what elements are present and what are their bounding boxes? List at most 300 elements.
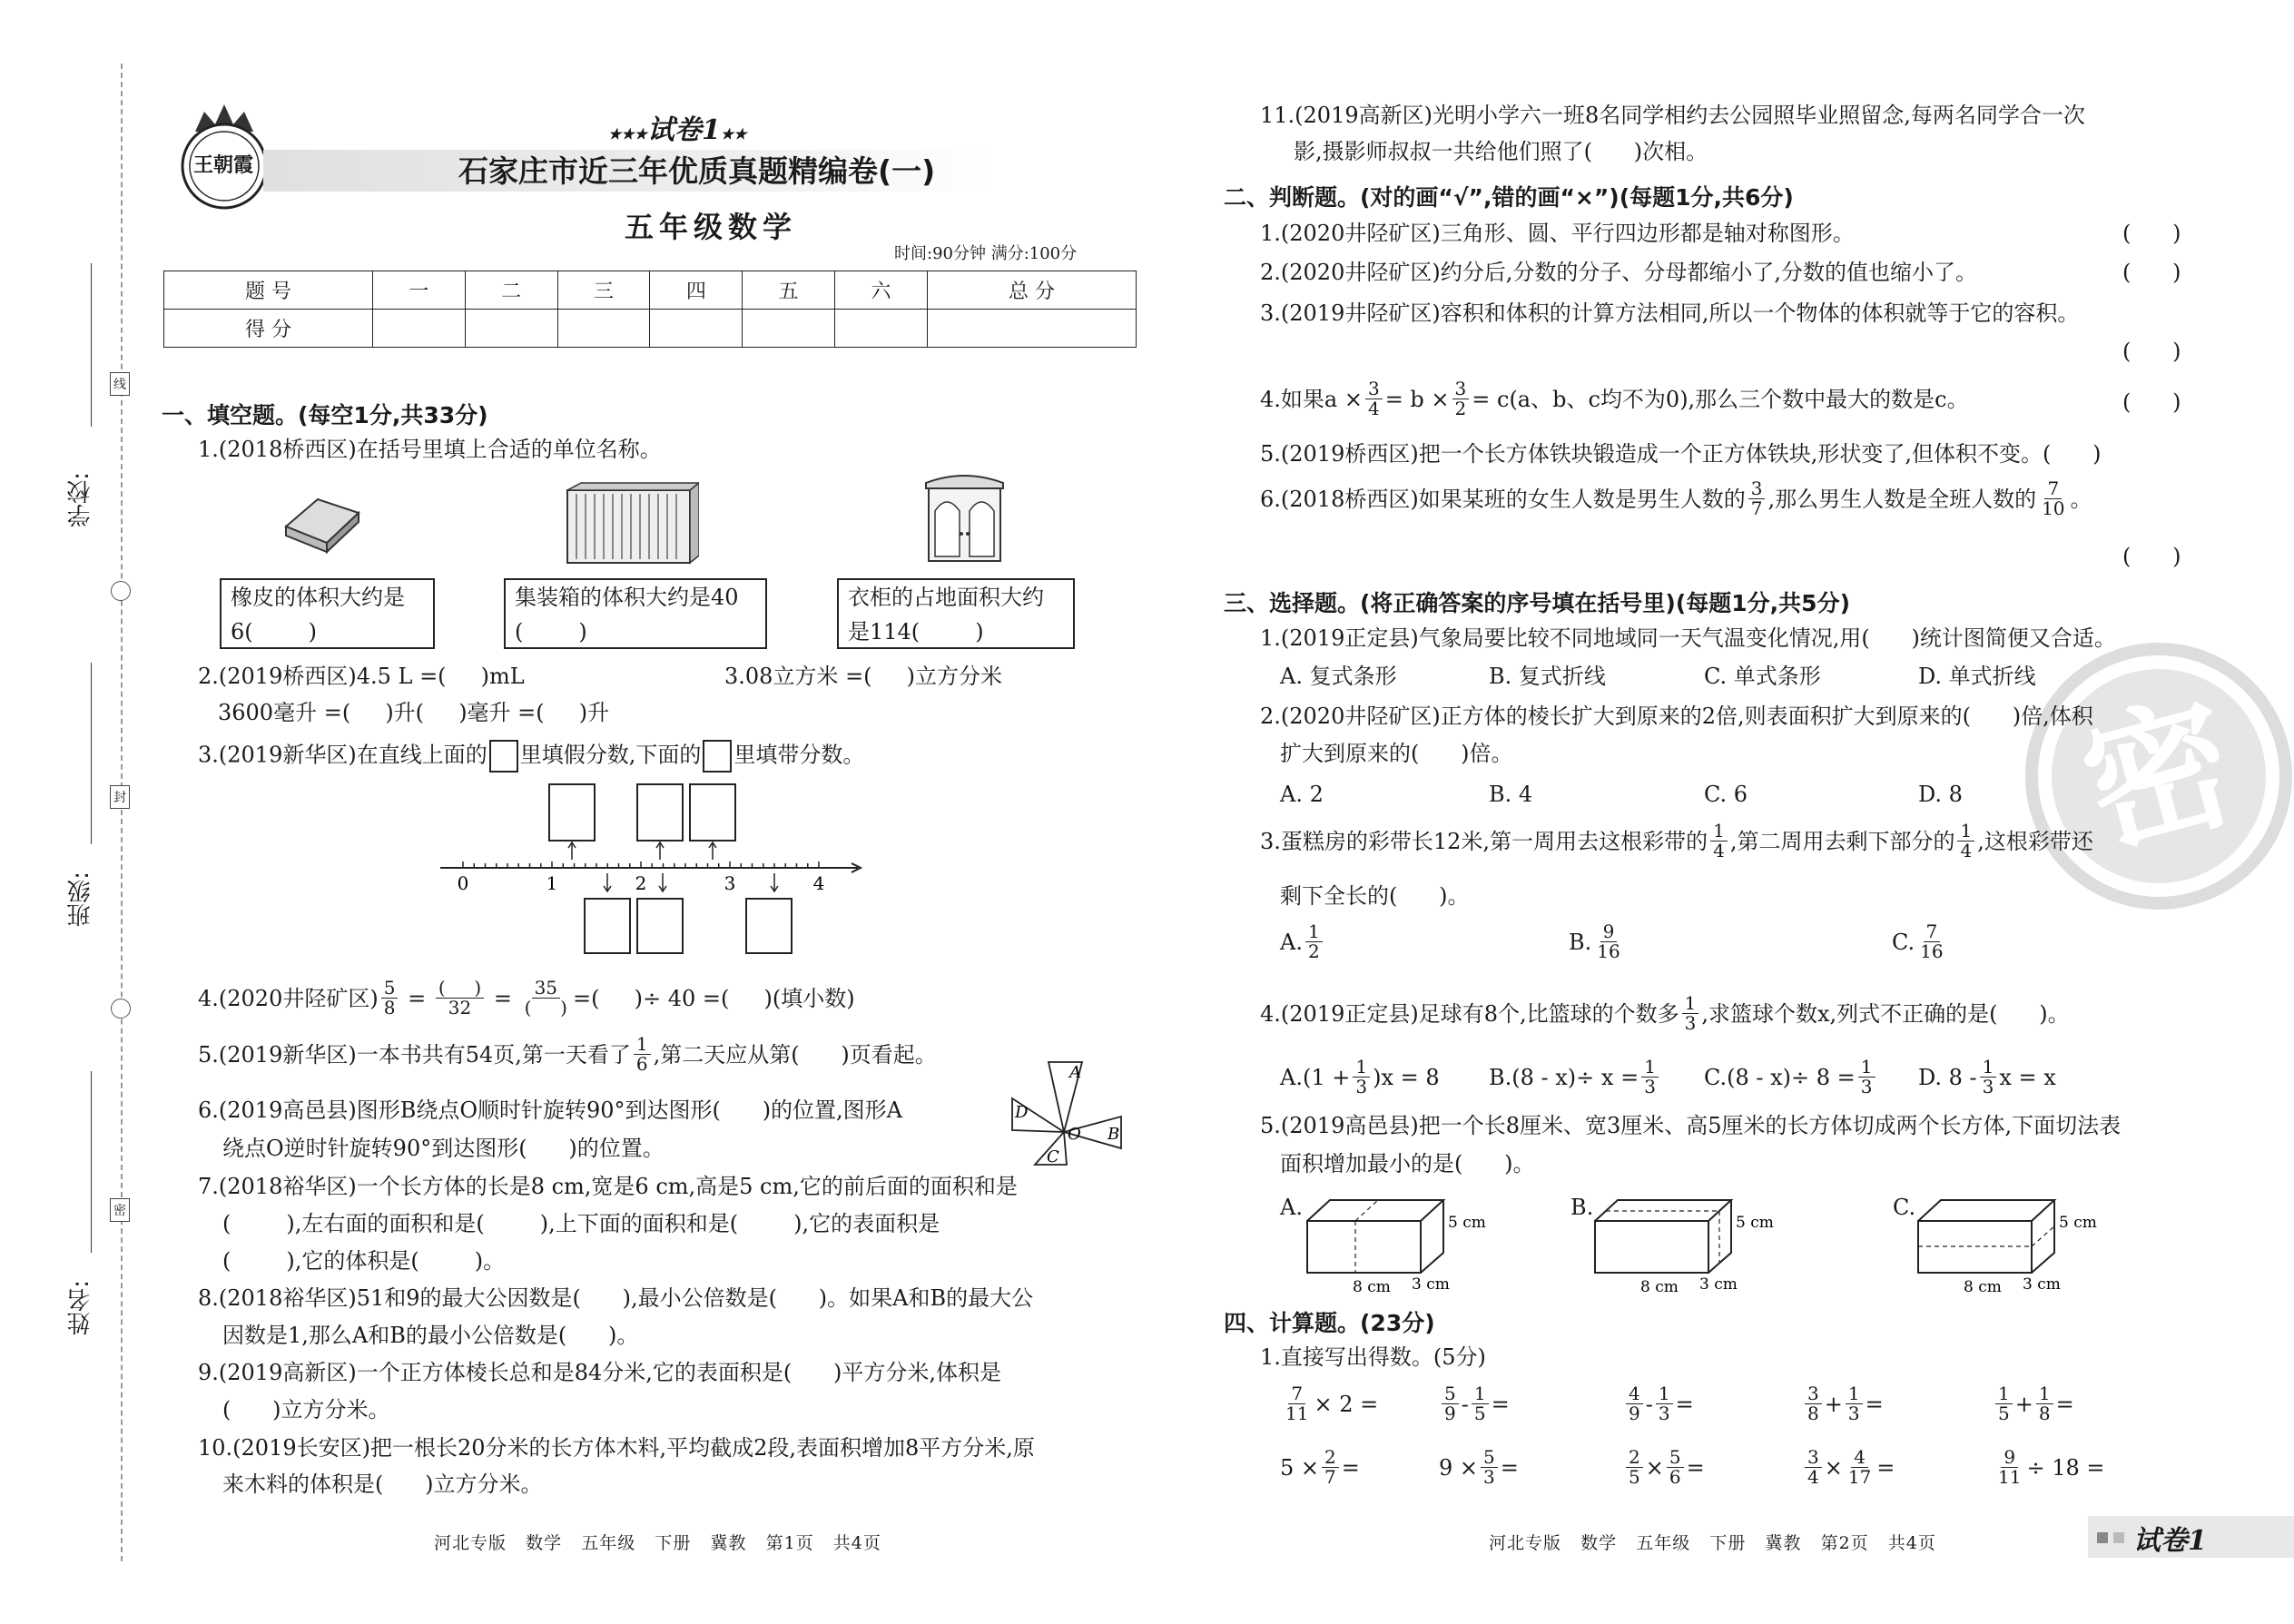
question-9-line1: 9.(2019高新区)一个正方体棱长总和是84分米,它的表面积是( )平方分米,体积是 xyxy=(198,1360,1001,1385)
numerator: 1 xyxy=(1472,1384,1489,1404)
fraction xyxy=(1283,1384,1311,1423)
judge-answer-bracket[interactable]: ( ) xyxy=(2122,260,2181,285)
fraction xyxy=(1594,922,1622,961)
denominator: 6 xyxy=(635,1053,648,1075)
fraction xyxy=(1805,1384,1822,1423)
secret-stamp xyxy=(2023,640,2294,912)
fig-label: D xyxy=(1015,1103,1029,1122)
fraction xyxy=(2036,1384,2053,1423)
c3-text: 3.蛋糕房的彩带长12米,第一周用去这根彩带的 xyxy=(1260,828,1708,854)
numerator: 1 xyxy=(1641,1058,1659,1078)
c3-text: ,这根彩带还 xyxy=(1977,828,2093,854)
calc-item xyxy=(1439,1448,1519,1487)
table-cell: 三 xyxy=(557,271,650,310)
answer-box-below[interactable] xyxy=(746,899,792,953)
calc-text: 9 × xyxy=(1439,1454,1479,1481)
numline-label: 0 xyxy=(457,872,469,894)
score-input-cell[interactable] xyxy=(373,310,466,348)
dim-label: 3 cm xyxy=(1699,1275,1738,1294)
binding-hole xyxy=(111,999,131,1019)
number-line-figure xyxy=(436,782,871,968)
answer-box-wardrobe[interactable] xyxy=(837,578,1075,649)
dim-label: 3 cm xyxy=(1412,1275,1450,1294)
table-cell: 总 分 xyxy=(927,271,1136,310)
denominator: 4 xyxy=(1807,1466,1819,1488)
denominator: 3 xyxy=(1658,1403,1670,1424)
judge-3: 3.(2019井陉矿区)容积和体积的计算方法相同,所以一个物体的体积就等于它的容积。 xyxy=(1260,300,2080,326)
option xyxy=(1704,1058,1878,1097)
fraction xyxy=(1957,822,1974,861)
numerator: 5 xyxy=(1442,1384,1459,1404)
fraction xyxy=(1641,1058,1659,1097)
fig-label: A xyxy=(1069,1063,1081,1082)
option: B. 4 xyxy=(1489,782,1533,807)
denominator: 7 xyxy=(1750,497,1763,519)
denominator: 3 xyxy=(1847,1403,1860,1424)
denominator: 6 xyxy=(1669,1466,1681,1488)
equals: = xyxy=(1876,1454,1895,1481)
section-3-heading: 三、选择题。(将正确答案的序号填在括号里)(每题1分,共5分) xyxy=(1224,590,1850,616)
option: C. 6 xyxy=(1704,782,1748,807)
question-4: 4.(2020井陉矿区) $\frac{5}{8}$ = $\frac{( )}{32}$ = $\frac{35}{( )}$ =( )÷ 40 =( )(填小数) xyxy=(198,977,855,1019)
score-input-cell[interactable] xyxy=(835,310,928,348)
box-text: 6( ) xyxy=(231,619,318,645)
judge-answer-bracket[interactable]: ( ) xyxy=(2122,221,2181,246)
calc-item xyxy=(1280,1384,1378,1423)
fraction xyxy=(1472,1384,1489,1423)
fraction xyxy=(1710,822,1728,861)
equals: = xyxy=(1500,1454,1519,1481)
fraction xyxy=(1626,1448,1643,1487)
c3-text: ,第二周用去剩下部分的 xyxy=(1729,828,1955,854)
binding-tag-line: 线 xyxy=(110,372,130,396)
numerator: 1 xyxy=(1846,1384,1863,1404)
equals: = xyxy=(1675,1391,1694,1417)
numerator: 1 xyxy=(1710,822,1728,842)
numerator: 3 xyxy=(1748,479,1766,499)
numerator: 4 xyxy=(1626,1384,1643,1404)
fig-label: C xyxy=(1047,1147,1059,1166)
answer-box-above[interactable] xyxy=(690,784,735,841)
section-1-heading: 一、填空题。(每空1分,共33分) xyxy=(162,402,488,428)
fraction xyxy=(1805,1448,1822,1487)
judge-4 xyxy=(1260,379,1969,418)
calc-text: 5 × xyxy=(1280,1454,1320,1481)
fraction xyxy=(1353,1058,1370,1097)
denominator: 2 xyxy=(1307,940,1320,962)
judge-1: 1.(2020井陉矿区)三角形、圆、平行四边形都是轴对称图形。 xyxy=(1260,221,1855,246)
denominator: 16 xyxy=(1920,940,1944,962)
fraction xyxy=(1846,1384,1863,1423)
fraction xyxy=(1682,994,1699,1033)
option: C. 单式条形 xyxy=(1704,664,1821,689)
option-text: C.(8 - x)÷ 8 = xyxy=(1704,1064,1856,1090)
question-1: 1.(2018桥西区)在括号里填上合适的单位名称。 xyxy=(198,437,662,462)
option-label: C. xyxy=(1892,929,1915,955)
calc-item xyxy=(1623,1448,1705,1487)
judge-answer-bracket[interactable]: ( ) xyxy=(2122,544,2181,569)
option: A. 2 xyxy=(1280,782,1324,807)
calc-item xyxy=(1993,1448,2104,1487)
denominator: 4 xyxy=(1367,398,1380,419)
choice-2-line2: 扩大到原来的( )倍。 xyxy=(1280,741,1513,766)
time-info: 时间:90分钟 满分:100分 xyxy=(894,244,1078,263)
answer-box-above[interactable] xyxy=(637,784,683,841)
option-label: A. xyxy=(1280,1195,1303,1220)
fraction xyxy=(1442,1384,1459,1423)
calc-item xyxy=(1439,1384,1510,1423)
fraction xyxy=(634,1035,651,1074)
operator: × xyxy=(1645,1454,1664,1481)
denominator: 8 xyxy=(383,997,396,1019)
equals: = xyxy=(1686,1454,1705,1481)
denominator: 2 xyxy=(1454,398,1467,419)
calc-item xyxy=(1802,1448,1895,1487)
operator: + xyxy=(1824,1391,1843,1417)
option-label: A. xyxy=(1280,929,1303,955)
denominator: 8 xyxy=(2038,1403,2051,1424)
table-cell: 二 xyxy=(465,271,557,310)
question-2-a: 2.(2019桥西区)4.5 L =( )mL xyxy=(198,664,525,689)
fraction xyxy=(1656,1384,1673,1423)
brand-logo xyxy=(177,95,272,222)
q5-text: ,第二天应从第( )页看起。 xyxy=(653,1041,937,1068)
option-text: )x = 8 xyxy=(1373,1064,1440,1090)
numerator: 1 xyxy=(1353,1058,1370,1078)
numerator: 7 xyxy=(2044,479,2062,499)
j4-text: = b × xyxy=(1384,386,1450,412)
dim-label: 3 cm xyxy=(2023,1275,2061,1294)
numerator: 1 xyxy=(1305,922,1323,942)
table-cell: 得 分 xyxy=(164,310,373,348)
judge-answer-bracket[interactable]: ( ) xyxy=(2122,389,2181,415)
class-line xyxy=(91,663,92,844)
denominator: 3 xyxy=(1644,1076,1656,1097)
choice-2-line1: 2.(2020井陉矿区)正方体的棱长扩大到原来的2倍,则表面积扩大到原来的( )倍,体积 xyxy=(1260,704,2093,729)
option xyxy=(1489,1058,1661,1097)
c4-text: ,求篮球个数x,列式不正确的是( )。 xyxy=(1701,1000,2070,1027)
numerator: 1 xyxy=(1656,1384,1673,1404)
fraction xyxy=(1305,922,1323,961)
name-line xyxy=(91,1071,92,1253)
fraction xyxy=(1481,1448,1498,1487)
name-label: 姓名: xyxy=(67,1280,94,1335)
numerator: 7 xyxy=(1924,922,1941,942)
q3-text: 里填带分数。 xyxy=(733,742,865,768)
numerator: 3 xyxy=(1805,1384,1822,1404)
series-label: ★★★试卷1★★ xyxy=(608,114,747,146)
section-2-heading: 二、判断题。(对的画“√”,错的画“×”)(每题1分,共6分) xyxy=(1224,184,1794,211)
table-cell: 题 号 xyxy=(164,271,373,310)
option xyxy=(1569,922,1626,961)
j6-text: 6.(2018桥西区)如果某班的女生人数是男生人数的 xyxy=(1260,486,1746,512)
numerator: 4 xyxy=(1851,1448,1868,1468)
question-11-line2: 影,摄影师叔叔一共给他们照了( )次相。 xyxy=(1294,139,1708,164)
numerator: 5 xyxy=(1481,1448,1498,1468)
corner-series-label: 试卷1 xyxy=(2133,1525,2207,1557)
corner-square xyxy=(2097,1532,2108,1543)
dim-label: 8 cm xyxy=(1353,1278,1391,1294)
answer-box-below[interactable] xyxy=(637,899,683,953)
fraction xyxy=(1846,1448,1874,1487)
question-2-b: 3.08立方米 =( )立方分米 xyxy=(724,664,1003,689)
choice-3-line1 xyxy=(1260,822,2093,861)
box-text: 是114( ) xyxy=(848,619,984,645)
table-cell: 五 xyxy=(743,271,835,310)
option xyxy=(1892,922,1949,961)
option: D. 8 xyxy=(1918,782,1963,807)
judge-answer-bracket[interactable]: ( ) xyxy=(2122,339,2181,364)
score-table xyxy=(163,271,1137,348)
fraction xyxy=(1748,479,1766,518)
denominator: 3 xyxy=(1860,1076,1873,1097)
j4-text: 4.如果a × xyxy=(1260,386,1363,412)
denominator: 4 xyxy=(1713,840,1725,861)
footer-page-1: 河北专版 数学 五年级 下册 冀教 第1页 共4页 xyxy=(434,1533,881,1553)
j6-text: ,那么男生人数是全班人数的 xyxy=(1767,486,2037,512)
numerator: 1 xyxy=(1858,1058,1876,1078)
equals: = xyxy=(1491,1391,1510,1417)
option xyxy=(1280,1058,1440,1097)
equals: = xyxy=(1865,1391,1884,1417)
fraction xyxy=(1858,1058,1876,1097)
calc-item xyxy=(1802,1384,1884,1423)
c4-text: 4.(2019正定县)足球有8个,比篮球的个数多 xyxy=(1260,1000,1679,1027)
numerator: 5 xyxy=(381,979,399,999)
score-table-score-row xyxy=(164,310,1137,348)
fig-label: O xyxy=(1068,1125,1081,1144)
cuboid-figure-a xyxy=(1303,1189,1502,1297)
score-input-cell[interactable] xyxy=(927,310,1136,348)
q4-text: 4.(2020井陉矿区) xyxy=(198,985,379,1011)
dim-label: 8 cm xyxy=(1640,1278,1679,1294)
stamp-text: 密 xyxy=(2066,674,2251,877)
question-7-line1: 7.(2018裕华区)一个长方体的长是8 cm,宽是6 cm,高是5 cm,它的前后面的面积和是 xyxy=(198,1174,1018,1199)
operator: + xyxy=(2014,1391,2033,1417)
numline-label: 3 xyxy=(724,872,736,894)
section-4-heading: 四、计算题。(23分) xyxy=(1224,1310,1435,1336)
score-input-cell[interactable] xyxy=(650,310,743,348)
score-input-cell[interactable] xyxy=(743,310,835,348)
numerator: 2 xyxy=(1322,1448,1339,1468)
question-2-c: 3600毫升 =( )升( )毫升 =( )升 xyxy=(218,700,610,725)
calc-subtitle: 1.直接写出得数。(5分) xyxy=(1260,1344,1486,1370)
calc-text: × 2 = xyxy=(1314,1391,1379,1417)
fraction xyxy=(381,979,399,1018)
denominator: ( ) xyxy=(524,997,567,1019)
option-text: D. 8 - xyxy=(1918,1064,1977,1090)
operator: × xyxy=(1824,1454,1843,1481)
question-6-line2: 绕点O逆时针旋转90°到达图形( )的位置。 xyxy=(222,1136,665,1161)
fraction xyxy=(1365,379,1383,418)
calc-item xyxy=(1993,1384,2074,1423)
cuboid-figure-b xyxy=(1590,1189,1790,1297)
denominator: 3 xyxy=(1483,1466,1495,1488)
option: A. 复式条形 xyxy=(1280,664,1397,689)
question-7-line2: ( ),左右面的面积和是( ),上下面的面积和是( ),它的表面积是 xyxy=(222,1211,940,1236)
option-label: B. xyxy=(1570,1195,1594,1220)
j4-text: = c(a、b、c均不为0),那么三个数中最大的数是c。 xyxy=(1472,386,1969,412)
denominator: 9 xyxy=(1629,1403,1640,1424)
denominator: 3 xyxy=(1982,1076,1994,1097)
corner-square xyxy=(2113,1532,2124,1543)
choice-4 xyxy=(1260,994,2070,1033)
ticks xyxy=(463,861,819,868)
eraser-image xyxy=(277,490,368,557)
denominator: 7 xyxy=(1324,1466,1336,1488)
table-cell: 六 xyxy=(835,271,928,310)
school-line xyxy=(91,263,92,427)
rotation-figure xyxy=(1008,1058,1126,1170)
choice-1: 1.(2019正定县)气象局要比较不同地域同一天气温变化情况,用( )统计图简便又合适。 xyxy=(1260,625,2116,651)
question-8-line1: 8.(2018裕华区)51和9的最大公因数是( ),最小公倍数是( )。如果A和B的最大公 xyxy=(198,1285,1034,1311)
numerator: 35 xyxy=(532,979,560,999)
denominator: 17 xyxy=(1847,1466,1872,1488)
denominator: 4 xyxy=(1960,840,1973,861)
fig-label: B xyxy=(1108,1125,1120,1144)
numerator: 7 xyxy=(1288,1384,1305,1404)
subject-title: 五年级数学 xyxy=(625,210,798,244)
container-image xyxy=(563,481,699,568)
logo-text: 王朝霞 xyxy=(193,153,254,177)
answer-box-below[interactable] xyxy=(585,899,630,953)
fraction xyxy=(1667,1448,1684,1487)
choice-5-line2: 面积增加最小的是( )。 xyxy=(1280,1151,1535,1176)
denominator: 5 xyxy=(1629,1466,1640,1488)
calc-item xyxy=(1280,1448,1360,1487)
fraction xyxy=(1980,1058,1997,1097)
dim-label: 5 cm xyxy=(1736,1214,1774,1232)
paper-title: 石家庄市近三年优质真题精编卷(一) xyxy=(458,153,936,189)
calc-text: ÷ 18 = xyxy=(2026,1454,2105,1481)
choice-3-line2: 剩下全长的( )。 xyxy=(1280,883,1470,909)
question-10-line2: 来木料的体积是( )立方分米。 xyxy=(222,1471,543,1497)
option-label: B. xyxy=(1569,929,1592,955)
option xyxy=(1918,1058,2056,1097)
fraction xyxy=(1452,379,1470,418)
dim-label: 5 cm xyxy=(2059,1214,2097,1232)
numerator: 9 xyxy=(1600,922,1618,942)
score-input-cell[interactable] xyxy=(557,310,650,348)
fraction xyxy=(2039,479,2067,518)
question-5 xyxy=(198,1035,937,1074)
answer-box-container[interactable] xyxy=(504,578,767,649)
numerator: 2 xyxy=(1626,1448,1643,1468)
box-text: ( ) xyxy=(515,619,587,645)
school-label: 学校: xyxy=(67,472,94,527)
binding-hole xyxy=(111,581,131,601)
denominator: 32 xyxy=(448,997,472,1019)
answer-box-above[interactable] xyxy=(549,784,595,841)
numerator: 1 xyxy=(1995,1384,2013,1404)
binding-tag-seal: 封 xyxy=(110,785,130,809)
denominator: 11 xyxy=(1998,1466,2022,1488)
operator: - xyxy=(1645,1391,1653,1417)
fraction xyxy=(1322,1448,1339,1487)
denominator: 5 xyxy=(1998,1403,2010,1424)
dim-label: 8 cm xyxy=(1964,1278,2002,1294)
fraction xyxy=(436,979,484,1018)
denominator: 16 xyxy=(1597,940,1620,962)
denominator: 3 xyxy=(1684,1012,1697,1034)
question-6-line1: 6.(2019高邑县)图形B绕点O顺时针旋转90°到达图形( )的位置,图形A xyxy=(198,1097,903,1123)
denominator: 11 xyxy=(1285,1403,1309,1424)
fraction xyxy=(1626,1384,1643,1423)
q4-text: =( )÷ 40 =( )(填小数) xyxy=(573,985,855,1011)
fraction xyxy=(522,979,570,1018)
table-cell: 一 xyxy=(373,271,466,310)
wardrobe-image xyxy=(921,470,1008,569)
q3-text: 3.(2019新华区)在直线上面的 xyxy=(198,742,487,768)
j6-text: 。 xyxy=(2070,486,2092,512)
denominator: 10 xyxy=(2042,497,2065,519)
equals: = xyxy=(1341,1454,1360,1481)
denominator: 8 xyxy=(1807,1403,1819,1424)
fraction xyxy=(1995,1384,2013,1423)
cuboid-figure-c xyxy=(1914,1189,2113,1297)
numerator: 1 xyxy=(1682,994,1699,1014)
binding-dashed-line xyxy=(121,64,123,1561)
box-text: 衣柜的占地面积大约 xyxy=(848,585,1044,610)
numerator: 9 xyxy=(2001,1448,2018,1468)
numerator: 1 xyxy=(2036,1384,2053,1404)
equals: = xyxy=(2055,1391,2074,1417)
class-label: 班级: xyxy=(67,871,94,927)
box-symbol xyxy=(489,740,518,773)
question-8-line2: 因数是1,那么A和B的最小公倍数是( )。 xyxy=(222,1323,639,1348)
box-text: 集装箱的体积大约是40 xyxy=(515,585,739,610)
dim-label: 5 cm xyxy=(1448,1214,1486,1232)
option-label: C. xyxy=(1893,1195,1916,1220)
footer-page-2: 河北专版 数学 五年级 下册 冀教 第2页 共4页 xyxy=(1489,1533,1936,1553)
score-input-cell[interactable] xyxy=(465,310,557,348)
judge-2: 2.(2020井陉矿区)约分后,分数的分子、分母都缩小了,分数的值也缩小了。 xyxy=(1260,260,1977,285)
answer-box-eraser[interactable] xyxy=(220,578,435,649)
option: D. 单式折线 xyxy=(1918,664,2036,689)
q5-text: 5.(2019新华区)一本书共有54页,第一天看了 xyxy=(198,1041,631,1068)
question-11-line1: 11.(2019高新区)光明小学六一班8名同学相约去公园照毕业照留念,每两名同学合一次 xyxy=(1260,103,2085,128)
option xyxy=(1280,922,1325,961)
binding-tag-secret: 密 xyxy=(110,1198,130,1222)
option: B. 复式折线 xyxy=(1489,664,1606,689)
numerator: 5 xyxy=(1667,1448,1684,1468)
numline-label: 1 xyxy=(546,872,558,894)
numline-label: 2 xyxy=(635,872,647,894)
question-7-line3: ( ),它的体积是( )。 xyxy=(222,1248,506,1274)
operator: - xyxy=(1461,1391,1469,1417)
numerator: 3 xyxy=(1805,1448,1822,1468)
question-3 xyxy=(198,740,864,773)
table-cell: 四 xyxy=(650,271,743,310)
option-text: x = x xyxy=(1999,1064,2056,1090)
numerator: 1 xyxy=(634,1035,651,1055)
numline-label: 4 xyxy=(812,872,825,894)
judge-5: 5.(2019桥西区)把一个长方体铁块锻造成一个正方体铁块,形状变了,但体积不变。( ) xyxy=(1260,441,2102,467)
box-symbol xyxy=(703,740,732,773)
denominator: 9 xyxy=(1444,1403,1456,1424)
box-text: 橡皮的体积大约是 xyxy=(231,585,405,610)
numerator: 3 xyxy=(1365,379,1383,399)
fraction xyxy=(1917,922,1945,961)
fraction xyxy=(1995,1448,2023,1487)
option-text: B.(8 - x)÷ x = xyxy=(1489,1064,1639,1090)
option-text: A.(1 + xyxy=(1280,1064,1351,1090)
choice-5-line1: 5.(2019高邑县)把一个长8厘米、宽3厘米、高5厘米的长方体切成两个长方体,下面切法表 xyxy=(1260,1113,2122,1138)
judge-6 xyxy=(1260,479,2092,518)
numerator: ( ) xyxy=(436,979,484,999)
numerator: 1 xyxy=(1980,1058,1997,1078)
denominator: 5 xyxy=(1473,1403,1486,1424)
